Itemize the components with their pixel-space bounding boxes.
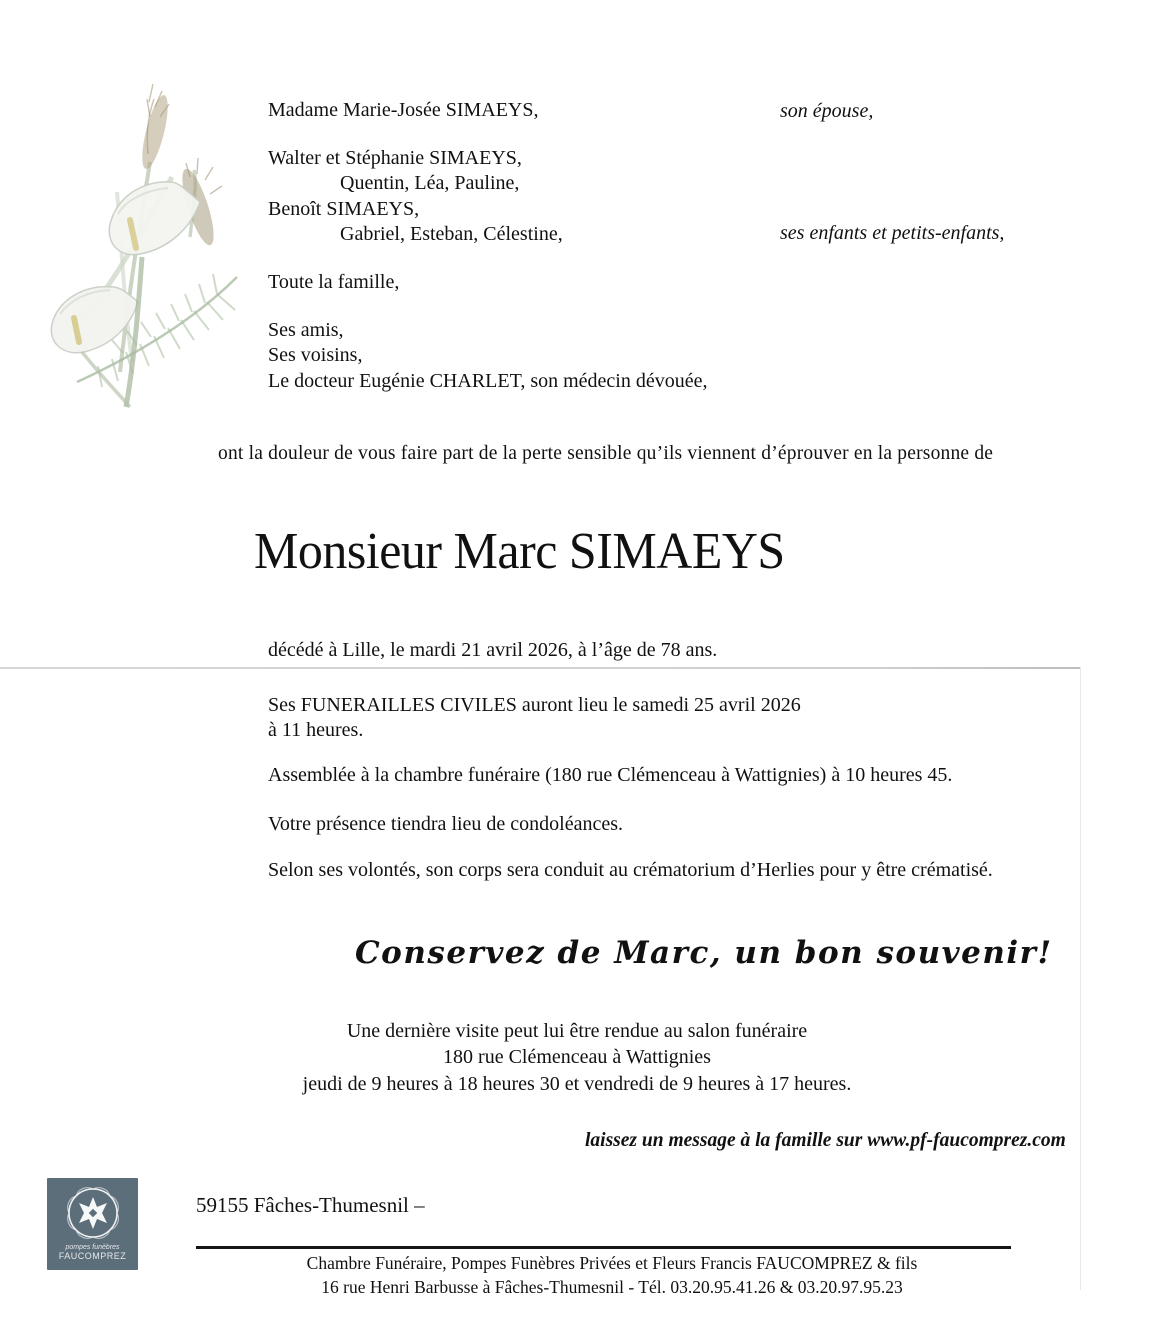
city-line: 59155 Fâches-Thumesnil – xyxy=(196,1193,425,1217)
footer-company-line: Chambre Funéraire, Pompes Funèbres Privées et Fleurs Francis FAUCOMPREZ & fils xyxy=(306,1253,918,1273)
death-details-line: décédé à Lille, le mardi 21 avril 2026, à l’âge de 78 ans. xyxy=(268,639,718,661)
mourner-line-doctor: Le docteur Eugénie CHARLET, son médecin dévouée, xyxy=(268,369,708,392)
assembly-line: Assemblée à la chambre funéraire (180 rue Clémenceau à Wattignies) à 10 heures 45. xyxy=(268,764,953,786)
scan-artifact-vertical-line xyxy=(1080,667,1081,1290)
logo-tagline: pompes funèbres xyxy=(65,1244,120,1251)
farewell-motto: Conservez de Marc, un bon souvenir! xyxy=(355,935,1053,971)
cremation-line: Selon ses volontés, son corps sera conduit au crématorium d’Herlies pour y être crématisé. xyxy=(268,859,993,881)
spacer xyxy=(268,248,707,270)
footer-divider-rule xyxy=(196,1246,1011,1249)
footer-address-line: 16 rue Henri Barbusse à Fâches-Thumesnil - Tél. 03.20.95.41.26 & 03.20.97.95.23 xyxy=(321,1276,903,1297)
spacer xyxy=(268,124,707,146)
funeral-time-line: à 11 heures. xyxy=(268,719,364,741)
relation-label-children: ses enfants et petits-enfants, xyxy=(780,222,1005,244)
faucomprez-logo xyxy=(47,1178,138,1270)
condolence-line: Votre présence tiendra lieu de condoléances. xyxy=(268,813,624,835)
visit-line-3: jeudi de 9 heures à 18 heures 30 et vendredi de 9 heures à 17 heures. xyxy=(302,1072,852,1095)
relation-label-spouse: son épouse, xyxy=(780,100,874,122)
mourner-line-family: Toute la famille, xyxy=(268,270,400,293)
mourner-line-child1: Walter et Stéphanie SIMAEYS, xyxy=(268,146,522,169)
announcement-sentence: ont la douleur de vous faire part de la perte sensible qu’ils viennent d’éprouver en la personne de xyxy=(218,443,994,464)
online-message-line: laissez un message à la famille sur www.pf-faucomprez.com xyxy=(585,1130,1066,1151)
mourner-line-neighbors: Ses voisins, xyxy=(268,344,363,367)
mourner-line-child2: Benoît SIMAEYS, xyxy=(268,197,420,220)
funeral-home-footer xyxy=(212,1252,1012,1299)
logo-brand-name: FAUCOMPREZ xyxy=(58,1250,127,1261)
mourners-block xyxy=(268,98,707,394)
rosette-flower-icon xyxy=(61,1184,125,1242)
deceased-name-title: Monsieur Marc SIMAEYS xyxy=(254,523,785,580)
scan-artifact-horizontal-line xyxy=(0,667,1081,669)
visiting-info-block xyxy=(177,1018,977,1097)
flower-artwork-svg xyxy=(22,62,252,422)
mourner-line-grandchildren2: Gabriel, Esteban, Célestine, xyxy=(340,223,563,246)
mourner-line-spouse-name: Madame Marie-Josée SIMAEYS, xyxy=(268,99,539,121)
mourner-line-friends: Ses amis, xyxy=(268,318,344,341)
mourner-line-grandchildren1: Quentin, Léa, Pauline, xyxy=(340,172,520,195)
visit-line-1: Une dernière visite peut lui être rendue au salon funéraire xyxy=(346,1020,808,1042)
funeral-date-line: Ses FUNERAILLES CIVILES auront lieu le samedi 25 avril 2026 xyxy=(268,694,801,716)
visit-line-2: 180 rue Clémenceau à Wattignies xyxy=(443,1046,711,1069)
spacer xyxy=(268,296,707,318)
calla-lily-illustration xyxy=(22,62,252,427)
